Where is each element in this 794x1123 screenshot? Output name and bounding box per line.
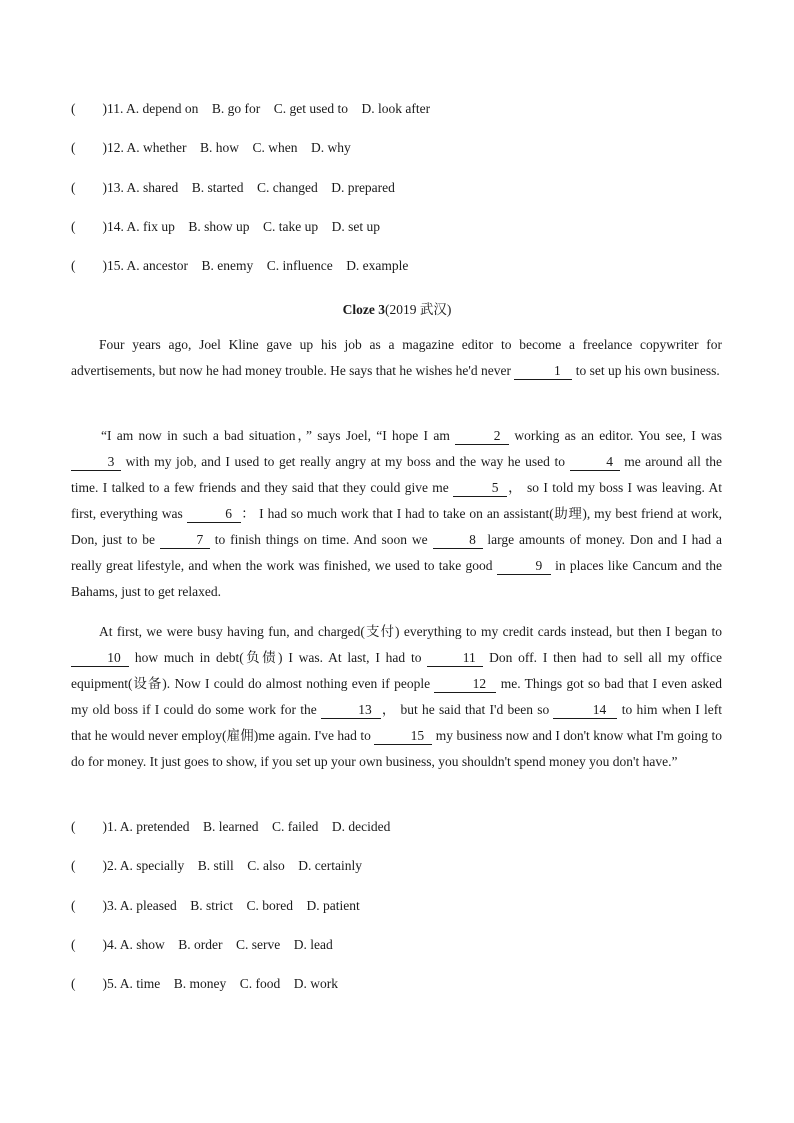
question-14: ( )14. A. fix up B. show up C. take up D. set up <box>71 219 380 234</box>
para3-text: Don off. I then had to sell all my office equipment(设备). Now I could do almost nothing even if people <box>71 650 722 691</box>
question-13: ( )13. A. shared B. started C. changed D. prepared <box>71 180 395 195</box>
paragraph-3 <box>71 619 722 775</box>
question-5: ( )5. A. time B. money C. food D. work <box>71 976 338 991</box>
question-12: ( )12. A. whether B. how C. when D. why <box>71 140 351 155</box>
blank-5[interactable]: 5 <box>453 480 507 497</box>
para2-text: “I am now in such a bad situation，” says Joel, “I hope I am <box>101 428 456 443</box>
question-3: ( )3. A. pleased B. strict C. bored D. patient <box>71 898 360 913</box>
blank-7[interactable]: 7 <box>160 532 210 549</box>
blank-10[interactable]: 10 <box>71 650 129 667</box>
para3-text: ， but he said that I'd been so <box>381 702 554 717</box>
para2-text: working as an editor. You see, I was <box>509 428 722 443</box>
para3-text: my business now and I don't know what I'm going to do for money. It just goes to show, if you set up your own business, you shouldn't spend money you don't have.” <box>71 728 722 769</box>
blank-9[interactable]: 9 <box>497 558 551 575</box>
question-11: ( )11. A. depend on B. go for C. get used to D. look after <box>71 101 431 116</box>
blank-3[interactable]: 3 <box>71 454 121 471</box>
para2-text: in places like Cancum and the Bahams, just to get relaxed. <box>71 558 722 599</box>
question-2: ( )2. A. specially B. still C. also D. certainly <box>71 858 362 873</box>
title-rest: (2019 武汉) <box>384 302 452 317</box>
blank-12[interactable]: 12 <box>434 676 496 693</box>
para2-text: with my job, and I used to get really angry at my boss and the way he used to <box>121 454 570 469</box>
para3-text: At first, we were busy having fun, and charged(支付) everything to my credit cards instead, but then I began to <box>99 624 722 639</box>
blank-14[interactable]: 14 <box>553 702 617 719</box>
para2-text: me around all the time. I talked to a few friends and they said that they could give me <box>71 454 722 495</box>
question-4: ( )4. A. show B. order C. serve D. lead <box>71 937 333 952</box>
blank-13[interactable]: 13 <box>321 702 381 719</box>
blank-11[interactable]: 11 <box>427 650 483 667</box>
paragraph-2 <box>71 423 722 605</box>
blank-2[interactable]: 2 <box>455 428 509 445</box>
question-15: ( )15. A. ancestor B. enemy C. influence D. example <box>71 258 409 273</box>
blank-1[interactable]: 1 <box>514 363 572 380</box>
blank-8[interactable]: 8 <box>433 532 483 549</box>
blank-6[interactable]: 6 <box>187 506 241 523</box>
para1-text: to set up his own business. <box>572 363 720 378</box>
para2-text: to finish things on time. And soon we <box>209 532 433 547</box>
question-1: ( )1. A. pretended B. learned C. failed D. decided <box>71 819 391 834</box>
para1-text: Four years ago, Joel Kline gave up his job as a magazine editor to become a freelance copywriter for advertisements, but now he had money trouble. He says that he wishes he'd never <box>71 337 722 378</box>
blank-15[interactable]: 15 <box>374 728 432 745</box>
title-bold: Cloze 3 <box>342 302 385 317</box>
para2-text: large amounts of money. Don and I had a really great lifestyle, and when the work was finished, we used to take good <box>71 532 722 573</box>
para3-text: me. Things got so bad that I even asked my old boss if I could do some work for the <box>71 676 722 717</box>
para2-text: ， so I told my boss I was leaving. At first, everything was <box>71 480 722 521</box>
para3-text: how much in debt(负债) I was. At last, I had to <box>129 650 428 665</box>
paragraph-1 <box>71 332 722 384</box>
blank-4[interactable]: 4 <box>570 454 620 471</box>
para3-text: to him when I left that he would never employ(雇佣)me again. I've had to <box>71 702 722 743</box>
section-title <box>0 298 794 318</box>
para2-text: ： I had so much work that I had to take on an assistant(助理), my best friend at work, Don, just to be <box>71 506 722 547</box>
